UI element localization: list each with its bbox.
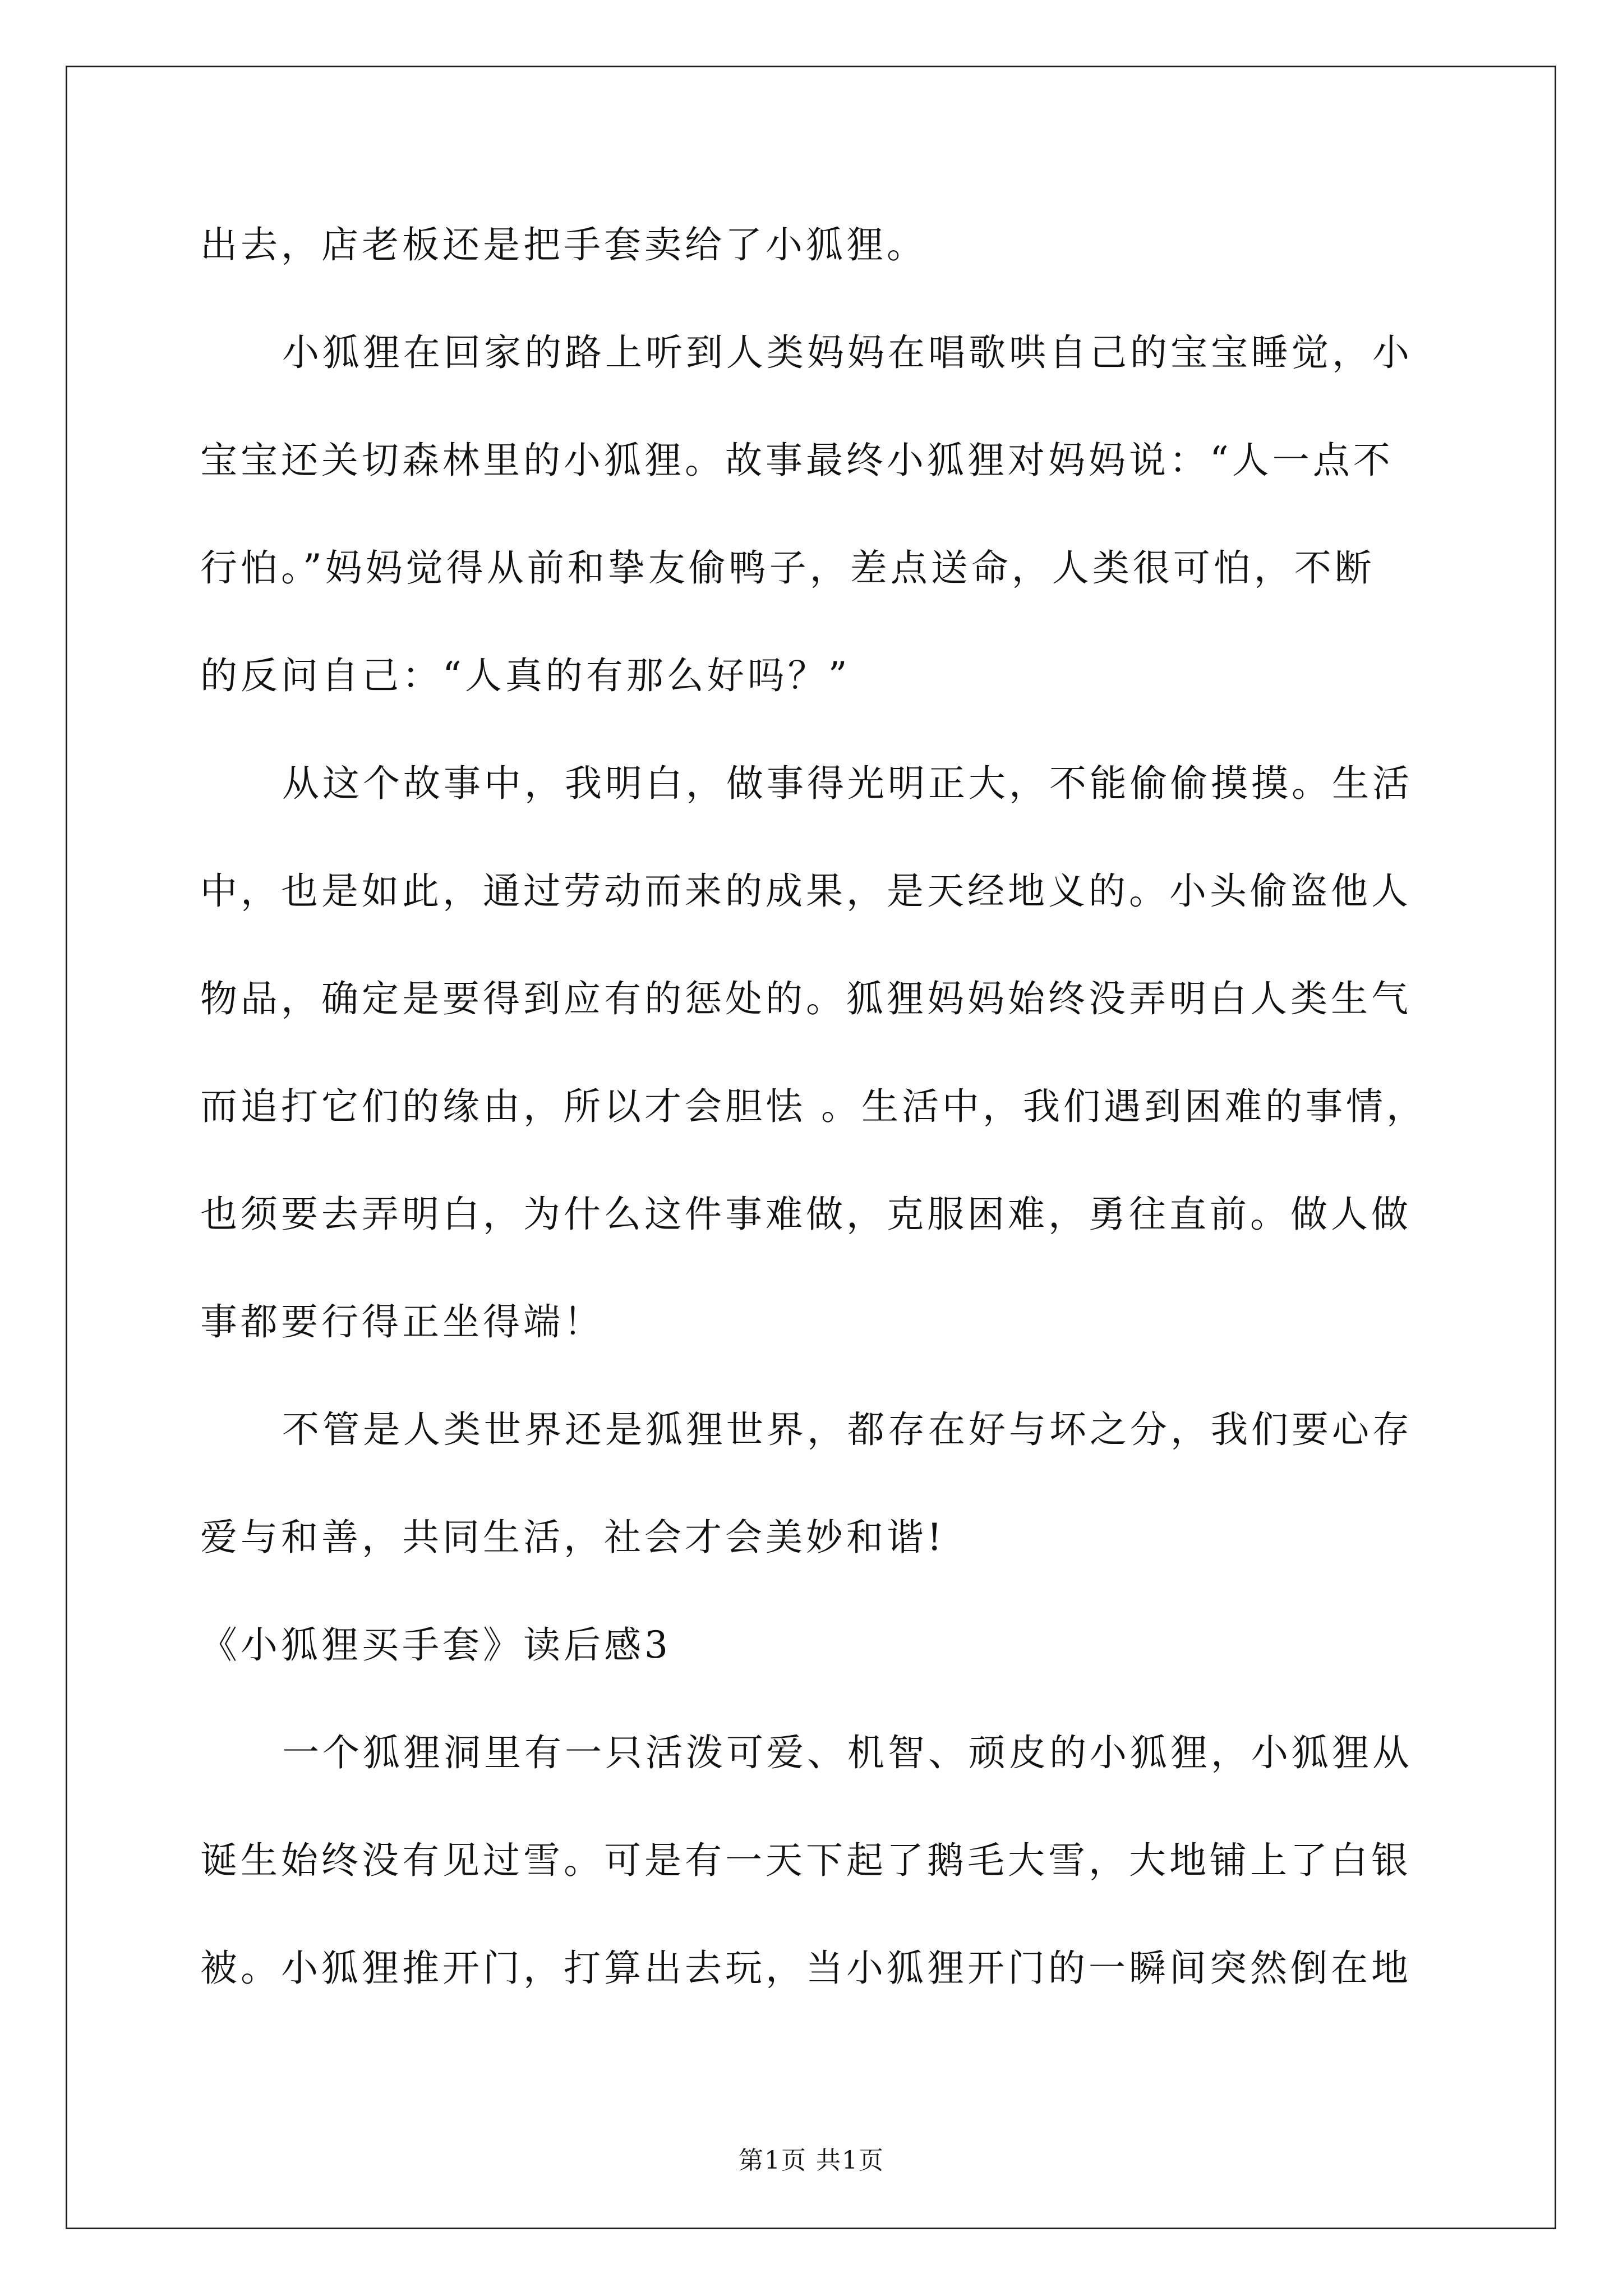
section-heading: 《小狐狸买手套》读后感3 xyxy=(200,1623,671,1667)
paragraph-start-line: 不管是人类世界还是狐狸世界，都存在好与坏之分，我们要心存 xyxy=(282,1408,1413,1451)
paragraph-start-line: 一个狐狸洞里有一只活泼可爱、机智、顽皮的小狐狸，小狐狸从 xyxy=(282,1731,1413,1774)
text-line: 宝宝还关切森林里的小狐狸。故事最终小狐狸对妈妈说：“人一点不 xyxy=(200,439,1394,482)
text-line: 的反问自己：“人真的有那么好吗？” xyxy=(200,654,851,697)
paragraph-start-line: 从这个故事中，我明白，做事得光明正大，不能偷偷摸摸。生活 xyxy=(282,762,1413,805)
text-line: 中，也是如此，通过劳动而来的成果，是天经地义的。小头偷盗他人 xyxy=(200,869,1412,913)
text-line: 爱与和善，共同生活，社会才会美妙和谐! xyxy=(200,1516,946,1559)
paragraph-start-line: 小狐狸在回家的路上听到人类妈妈在唱歌哄自己的宝宝睡觉，小 xyxy=(282,331,1413,374)
text-line: 物品，确定是要得到应有的惩处的。狐狸妈妈始终没弄明白人类生气 xyxy=(200,977,1412,1020)
text-line: 也须要去弄明白，为什么这件事难做，克服困难，勇往直前。做人做 xyxy=(200,1193,1412,1236)
text-line: 事都要行得正坐得端！ xyxy=(200,1300,604,1343)
text-line: 被。小狐狸推开门，打算出去玩，当小狐狸开门的一瞬间突然倒在地 xyxy=(200,1947,1412,1990)
text-line: 行怕。”妈妈觉得从前和挚友偷鸭子，差点送命，人类很可怕，不断 xyxy=(200,546,1375,590)
page-border xyxy=(66,66,1556,2229)
text-line: 诞生始终没有见过雪。可是有一天下起了鹅毛大雪，大地铺上了白银 xyxy=(200,1839,1412,1882)
page-number-footer: 第1页 共1页 xyxy=(739,2146,884,2175)
text-line: 出去，店老板还是把手套卖给了小狐狸。 xyxy=(200,223,927,266)
text-line: 而追打它们的缘由，所以才会胆怯 。生活中，我们遇到困难的事情， xyxy=(200,1085,1427,1128)
